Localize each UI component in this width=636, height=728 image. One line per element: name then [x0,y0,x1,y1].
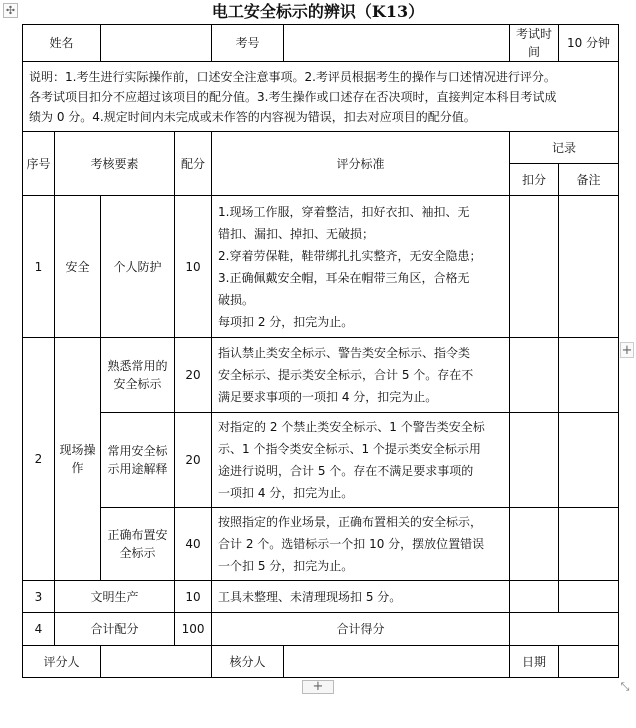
row-criteria [212,196,510,338]
remark-cell[interactable] [559,338,619,413]
criteria-line: 3.正确佩戴安全帽，耳朵在帽带三角区，合格无 [218,270,470,285]
grader-label: 评分人 [23,646,101,678]
row-criteria [212,338,510,413]
row-item: 个人防护 [101,196,175,338]
row-item: 常用安全标示用途解释 [101,413,175,508]
row-criteria [212,508,510,581]
remark-cell[interactable] [559,508,619,581]
deduct-cell[interactable] [510,413,559,508]
exam-no-label: 考号 [212,25,284,62]
table-row [23,581,619,613]
checker-field[interactable] [284,646,510,678]
row-criteria [212,413,510,508]
instructions-row [23,62,619,132]
remark-cell[interactable] [559,581,619,613]
grader-field[interactable] [101,646,212,678]
total-points-value: 100 [175,613,212,646]
row-seq: 1 [23,196,55,338]
row-item: 正确布置安全标示 [101,508,175,581]
checker-label: 核分人 [212,646,284,678]
row-item: 文明生产 [55,581,175,613]
row-points: 20 [175,413,212,508]
document-title: 电工安全标示的辨识（K13） [211,2,425,21]
instruction-line: 说明：1.考生进行实际操作前，口述安全注意事项。2.考评员根据考生的操作与口述情况进行评分。 [29,69,556,84]
criteria-line: 安全标示、提示类安全标示，合计 5 个。存在不 [218,368,474,382]
row-seq: 4 [23,613,55,646]
criteria-line: 途进行说明，合计 5 个。存在不满足要求事项的 [218,464,474,478]
col-points-header: 配分 [175,132,212,196]
deduct-cell[interactable] [510,581,559,613]
row-category: 现场操作 [55,338,101,581]
deduct-cell[interactable] [510,338,559,413]
row-seq: 2 [23,338,55,581]
instructions-cell [23,62,619,132]
deduct-cell[interactable] [510,508,559,581]
criteria-line: 示、1 个指令类安全标示、1 个提示类安全标示用 [218,442,481,456]
criteria-line: 1.现场工作服，穿着整洁，扣好衣扣、袖扣、无 [218,204,470,219]
table-move-handle-icon[interactable]: ✣ [3,3,18,18]
table-row [23,196,619,338]
criteria-line: 满足要求事项的一项扣 4 分，扣完为止。 [218,390,438,404]
exam-no-field[interactable] [284,25,510,62]
criteria-line: 指认禁止类安全标示、警告类安全标示、指令类 [218,346,471,360]
total-score-field[interactable] [510,613,619,646]
remark-cell[interactable] [559,413,619,508]
total-score-label: 合计得分 [212,613,510,646]
deduct-cell[interactable] [510,196,559,338]
col-seq-header: 序号 [23,132,55,196]
table-resize-icon[interactable]: ⤡ [620,680,630,693]
criteria-line: 每项扣 2 分，扣完为止。 [218,314,354,329]
add-column-plus-icon[interactable]: + [621,343,633,358]
criteria-line: 错扣、漏扣、掉扣、无破损； [218,226,375,241]
total-points-label: 合计配分 [55,613,175,646]
row-points: 10 [175,196,212,338]
row-seq: 3 [23,581,55,613]
table-row [23,508,619,581]
date-field[interactable] [559,646,619,678]
col-elements-header: 考核要素 [55,132,175,196]
remark-cell[interactable] [559,196,619,338]
header-info-row [23,25,619,62]
total-row [23,613,619,646]
criteria-line: 一个扣 5 分，扣完为止。 [218,559,354,573]
row-item: 熟悉常用的安全标示 [101,338,175,413]
col-deduct-header: 扣分 [510,164,559,196]
instruction-line: 各考试项目扣分不应超过该项目的配分值。3.考生操作或口述存在否决项时，直接判定本科目考试成 [29,89,557,104]
criteria-line: 破损。 [218,292,255,307]
row-criteria: 工具未整理、未清理现场扣 5 分。 [212,581,510,613]
row-points: 40 [175,508,212,581]
name-label: 姓名 [23,25,101,62]
exam-time-label: 考试时间 [510,25,559,62]
column-header-row [23,132,619,164]
instruction-line: 绩为 0 分。4.规定时间内未完成或未作答的内容视为错误，扣去对应项目的配分值。 [29,109,476,124]
signature-row [23,646,619,678]
row-points: 10 [175,581,212,613]
assessment-table [22,24,619,678]
row-category: 安全 [55,196,101,338]
col-criteria-header: 评分标准 [212,132,510,196]
table-row [23,413,619,508]
col-remark-header: 备注 [559,164,619,196]
criteria-line: 合计 2 个。选错标示一个扣 10 分，摆放位置错误 [218,537,485,551]
date-label: 日期 [510,646,559,678]
col-record-header: 记录 [510,132,619,164]
row-points: 20 [175,338,212,413]
criteria-line: 一项扣 4 分，扣完为止。 [218,486,354,500]
add-row-plus-icon[interactable]: + [302,680,334,694]
criteria-line: 按照指定的作业场景，正确布置相关的安全标示， [218,515,483,529]
exam-time-value: 10 分钟 [559,25,619,62]
criteria-line: 对指定的 2 个禁止类安全标示、1 个警告类安全标 [218,420,485,434]
name-field[interactable] [101,25,212,62]
table-row [23,338,619,413]
criteria-line: 2.穿着劳保鞋，鞋带绑扎扎实整齐，无安全隐患； [218,248,482,263]
